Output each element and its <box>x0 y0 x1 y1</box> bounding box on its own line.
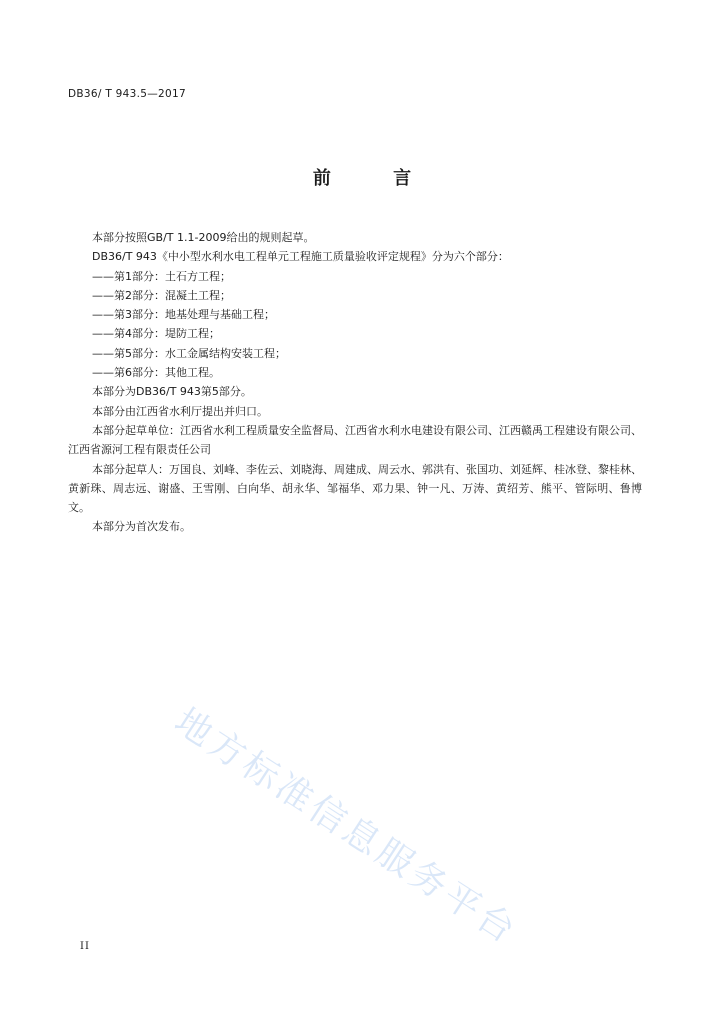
page-title: 前 言 <box>312 168 440 189</box>
list-item-part-5: ——第5部分：水工金属结构安装工程； <box>92 346 286 360</box>
list-item-part-6: ——第6部分：其他工程。 <box>92 366 220 380</box>
page-number: II <box>80 941 90 952</box>
paragraph-parts-intro: DB36/T 943《中小型水利水电工程单元工程施工质量验收评定规程》分为六个部分： <box>92 250 509 264</box>
list-item-part-4: ——第4部分：堤防工程； <box>92 327 220 341</box>
foreword-body <box>68 228 642 537</box>
paragraph-first-release: 本部分为首次发布。 <box>92 520 191 534</box>
document-code: DB36/ T 943.5—2017 <box>68 88 186 100</box>
list-item-part-2: ——第2部分：混凝土工程； <box>92 288 231 302</box>
paragraph-drafting-units: 本部分起草单位：江西省水利工程质量安全监督局、江西省水利水电建设有限公司、江西赣禹工程建设有限公司、江西省源河工程有限责任公司 <box>68 423 642 457</box>
paragraph-proposer: 本部分由江西省水利厅提出并归口。 <box>92 404 268 418</box>
list-item-part-3: ——第3部分：地基处理与基础工程； <box>92 308 275 322</box>
watermark: 地方标准信息服务平台 <box>167 700 526 954</box>
paragraph-part-number: 本部分为DB36/T 943第5部分。 <box>92 385 252 399</box>
paragraph-drafters: 本部分起草人：万国良、刘峰、李佐云、刘晓海、周建成、周云水、郭洪有、张国功、刘延辉、桂冰登、黎桂林、黄新珠、周志远、谢盛、王雪刚、白向华、胡永华、邹福华、邓力果、钟一凡、万涛、黄绍芳、熊平、管际明、鲁博文。 <box>68 462 642 515</box>
list-item-part-1: ——第1部分：土石方工程； <box>92 269 231 283</box>
paragraph-drafting-rule: 本部分按照GB/T 1.1-2009给出的规则起草。 <box>92 231 315 244</box>
